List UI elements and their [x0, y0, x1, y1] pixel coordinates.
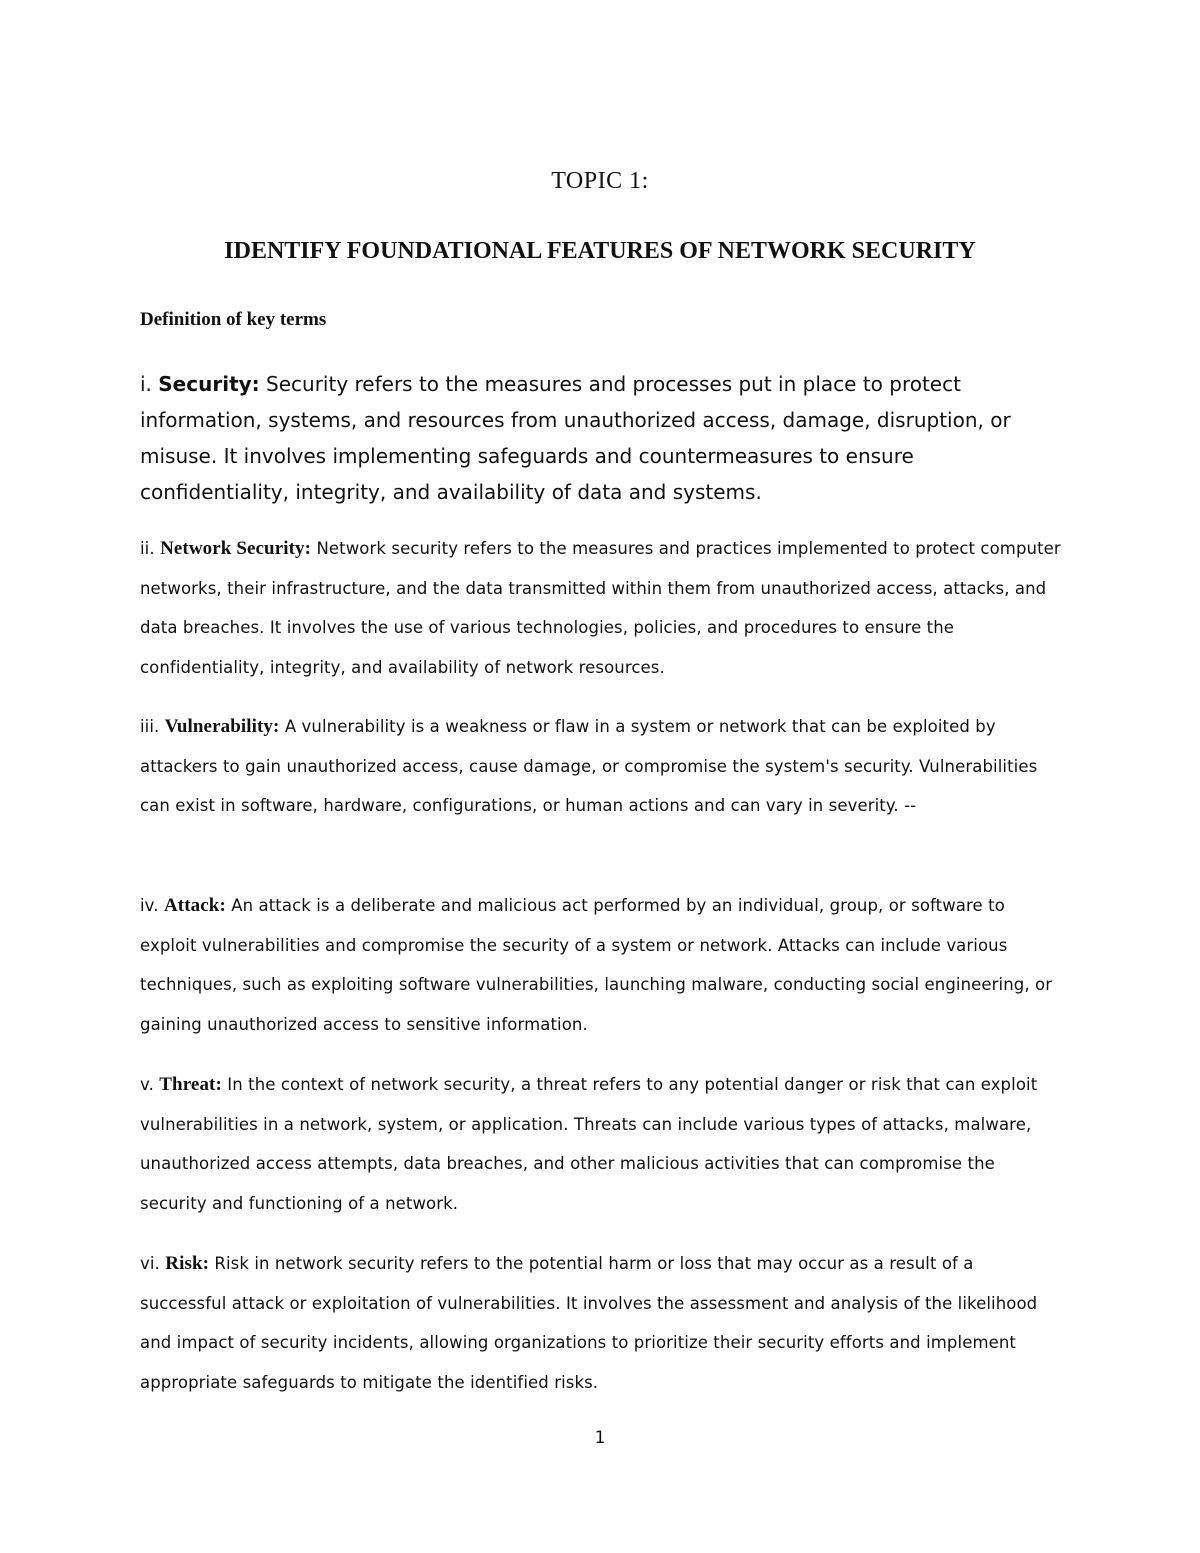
page-title: IDENTIFY FOUNDATIONAL FEATURES OF NETWORK SECURITY [224, 238, 976, 264]
definition-number: i. [140, 372, 159, 396]
definition-security [140, 366, 1060, 510]
definition-vulnerability [140, 707, 1065, 826]
definition-number: v. [140, 1075, 160, 1094]
definition-text: A vulnerability is a weakness or flaw in a system or network that can be exploited by attackers to gain unauthorized access, cause damage, or compromise the system's security. Vulnerabilities can exist in software, hardware, configurations, or human actions and can vary in severity. -- [140, 717, 1038, 815]
definition-text: Security refers to the measures and processes put in place to protect information, systems, and resources from unauthorized access, damage, disruption, or misuse. It involves implementing safeguards and countermeasures to ensure confidentiality, integrity, and availability of data and systems. [140, 372, 1011, 504]
definition-text: Network security refers to the measures and practices implemented to protect computer networks, their infrastructure, and the data transmitted within them from unauthorized access, attacks, and data breaches. It involves the use of various technologies, policies, and procedures to ensure the confidentiality, integrity, and availability of network resources. [140, 539, 1061, 677]
definition-term: Network Security: [160, 538, 312, 559]
definition-text: Risk in network security refers to the potential harm or loss that may occur as a result of a successful attack or exploitation of vulnerabilities. It involves the assessment and analysis of the likelihood and impact of security incidents, allowing organizations to prioritize their security efforts and implement appropriate safeguards to mitigate the identified risks. [140, 1254, 1038, 1392]
topic-label: TOPIC 1: [551, 168, 649, 194]
definition-text: In the context of network security, a threat refers to any potential danger or risk that can exploit vulnerabilities in a network, system, or application. Threats can include various types of attacks, malware, unauthorized access attempts, data breaches, and other malicious activities that can compromise the security and functioning of a network. [140, 1075, 1038, 1213]
definition-attack [140, 886, 1065, 1044]
definition-threat [140, 1065, 1065, 1223]
definition-text: An attack is a deliberate and malicious act performed by an individual, group, or software to exploit vulnerabilities and compromise the security of a system or network. Attacks can include various techniques, such as exploiting software vulnerabilities, launching malware, conducting social engineering, or gaining unauthorized access to sensitive information. [140, 896, 1053, 1034]
definition-term: Threat: [159, 1074, 222, 1095]
definition-risk [140, 1244, 1065, 1402]
definition-number: iii. [140, 717, 165, 736]
definition-network-security [140, 529, 1065, 687]
definition-term: Risk: [165, 1253, 210, 1274]
section-heading: Definition of key terms [140, 309, 327, 330]
definition-number: ii. [140, 539, 161, 558]
definition-number: iv. [140, 896, 164, 915]
definition-term: Vulnerability: [164, 716, 280, 737]
page-number: 1 [594, 1428, 606, 1448]
definition-number: vi. [140, 1254, 166, 1273]
definition-term: Security: [158, 372, 260, 396]
definition-term: Attack: [163, 895, 226, 916]
